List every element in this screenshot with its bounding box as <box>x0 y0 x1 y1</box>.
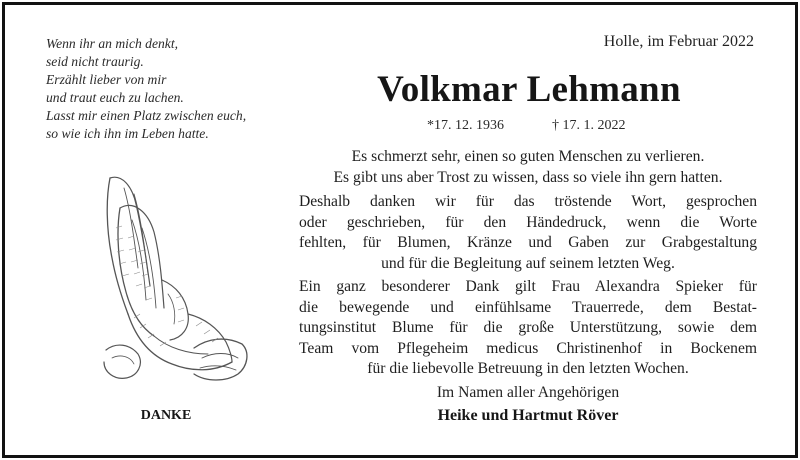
poem-line: so wie ich ihn im Leben hatte. <box>46 126 209 141</box>
text-line: Ein ganz besonderer Dank gilt Frau Alexandra Spieker für <box>299 278 757 295</box>
place-date: Holle, im Februar 2022 <box>603 33 754 50</box>
text-line: fehlten, für Blumen, Kränze und Gaben zur Grabgestaltung <box>299 234 757 251</box>
poem-line: Wenn ihr an mich denkt, <box>46 36 179 51</box>
birth-date: *17. 12. 1936 <box>427 118 504 133</box>
text-line: für die liebevolle Betreuung in den letzten Wochen. <box>367 360 689 377</box>
praying-hands-icon <box>76 168 256 392</box>
paragraph-special-thanks <box>299 277 757 380</box>
poem-line: Lasst mir einen Platz zwischen euch, <box>46 108 247 123</box>
death-date: † 17. 1. 2022 <box>552 118 626 133</box>
poem-line: und traut euch zu lachen. <box>46 90 184 105</box>
text-line: tungsinstitut Blume für die große Unterstützung, sowie dem <box>299 319 757 336</box>
text-line: Deshalb danken wir für das tröstende Wort, gesprochen <box>299 193 757 210</box>
family-names: Heike und Hartmut Röver <box>437 407 619 424</box>
poem-line: seid nicht traurig. <box>46 54 144 69</box>
family-label: Im Namen aller Angehörigen <box>436 384 620 401</box>
paragraph-thanks <box>299 192 757 274</box>
image-caption: DANKE <box>140 408 192 423</box>
text-line: oder geschrieben, für den Händedruck, wenn die Worte <box>299 213 757 231</box>
text-line: und für die Begleitung auf seinem letzten Weg. <box>381 254 675 272</box>
poem-line: Erzählt lieber von mir <box>46 72 167 87</box>
text-line: Es gibt uns aber Trost zu wissen, dass so viele ihn gern hatten. <box>333 168 723 186</box>
deceased-name: Volkmar Lehmann <box>377 69 681 110</box>
text-line: Team vom Pflegeheim medicus Christinenhof in Bockenem <box>299 339 757 357</box>
text-line: die bewegende und einfühlsame Trauerrede, dem Bestat- <box>299 298 757 316</box>
paragraph-intro <box>299 147 757 188</box>
text-line: Es schmerzt sehr, einen so guten Menschen zu verlieren. <box>351 148 705 165</box>
poem <box>46 35 246 143</box>
